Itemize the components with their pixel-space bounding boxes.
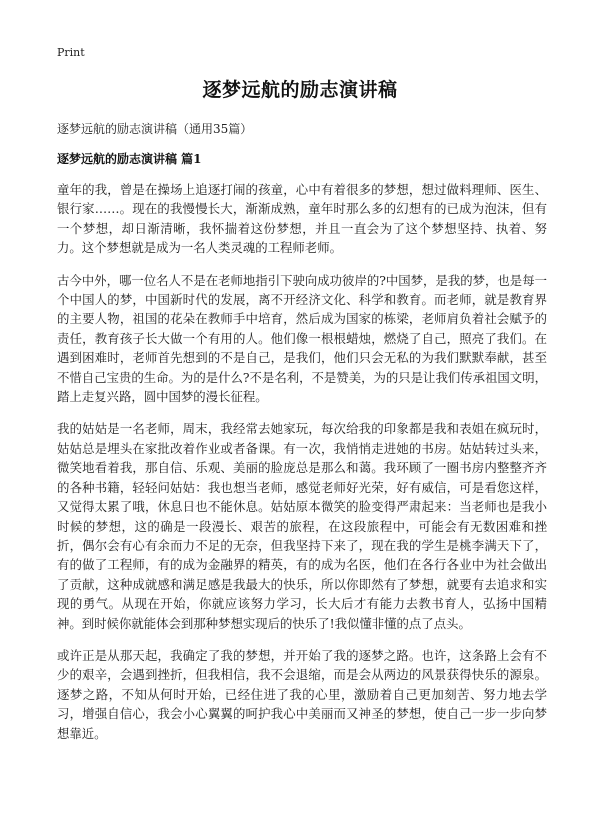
section-heading: 逐梦远航的励志演讲稿 篇1 [57,152,202,166]
document-subtitle: 逐梦远航的励志演讲稿（通用35篇） [57,122,253,136]
paragraph-3: 我的姑姑是一名老师，周末，我经常去她家玩，每次给我的印象都是我和表姐在疯玩时，姑姑总是埋头在家批改着作业或者备课。有一次，我悄悄走进她的书房。姑姑转过头来，微笑地看着我，那自信、乐观、美丽的脸庞总是那么和蔼。我环顾了一圈书房内整整齐齐的各种书籍，轻轻问姑姑：我也想当老师，感觉老师好光荣，好有威信，可是看您这样，又觉得太累了哦，休息日也不能休息。姑姑原本微笑的脸变得严肃起来：当老师也是我小时候的梦想，这的确是一段漫长、艰苦的旅程，在这段旅程中，可能会有无数困难和挫折，偶尔会有心有余而力不足的无奈，但我坚持下来了，现在我的学生是桃李满天下了，有的做了工程师，有的成为金融界的精英，有的成为名医，他们在各行各业中为社会做出了贡献，这种成就感和满足感是我最大的快乐，所以你即然有了梦想，就要有去追求和实现的勇气。从现在开始，你就应该努力学习，长大后才有能力去教书育人，弘扬中国精神。到时候你就能体会到那种梦想实现后的快乐了!我似懂非懂的点了点头。 [57,421,547,631]
paragraph-2: 古今中外，哪一位名人不是在老师地指引下驶向成功彼岸的?中国梦，是我的梦，也是每一个中国人的梦，中国新时代的发展，离不开经济文化、科学和教育。而老师，就是教育界的主要人物，祖国的花朵在教师手中培育，然后成为国家的栋梁，老师肩负着社会赋予的责任，教育孩子长大做一个有用的人。他们像一根根蜡烛，燃烧了自己，照亮了我们。在遇到困难时，老师首先想到的不是自己，是我们，他们只会无私的为我们默默奉献，甚至不惜自己宝贵的生命。为的是什么?不是名利，不是赞美，为的只是让我们传承祖国文明，踏上走复兴路，圆中国梦的漫长征程。 [57,272,547,405]
page-title: 逐梦远航的励志演讲稿 [202,79,398,101]
print-link[interactable]: Print [57,46,85,59]
paragraph-4: 或许正是从那天起，我确定了我的梦想，并开始了我的逐梦之路。也许，这条路上会有不少的艰辛，会遇到挫折，但我相信，我不会退缩，而是会从两边的风景获得快乐的源泉。逐梦之路，不知从何时开始，已经住进了我的心里，激励着自己更加刻苦、努力地去学习，增强自信心，我会小心翼翼的呵护我心中美丽而又神圣的梦想，使自己一步一步向梦想靠近。 [57,647,547,741]
article-body [57,180,547,756]
paragraph-1: 童年的我，曾是在操场上追逐打闹的孩童，心中有着很多的梦想，想过做料理师、医生、银行家……。现在的我慢慢长大，渐渐成熟，童年时那么多的幻想有的已成为泡沫，但有一个梦想，却日渐清晰，我怀揣着这份梦想，并且一直会为了这个梦想坚持、执着、努力。这个梦想就是成为一名人类灵魂的工程师老师。 [57,182,547,256]
